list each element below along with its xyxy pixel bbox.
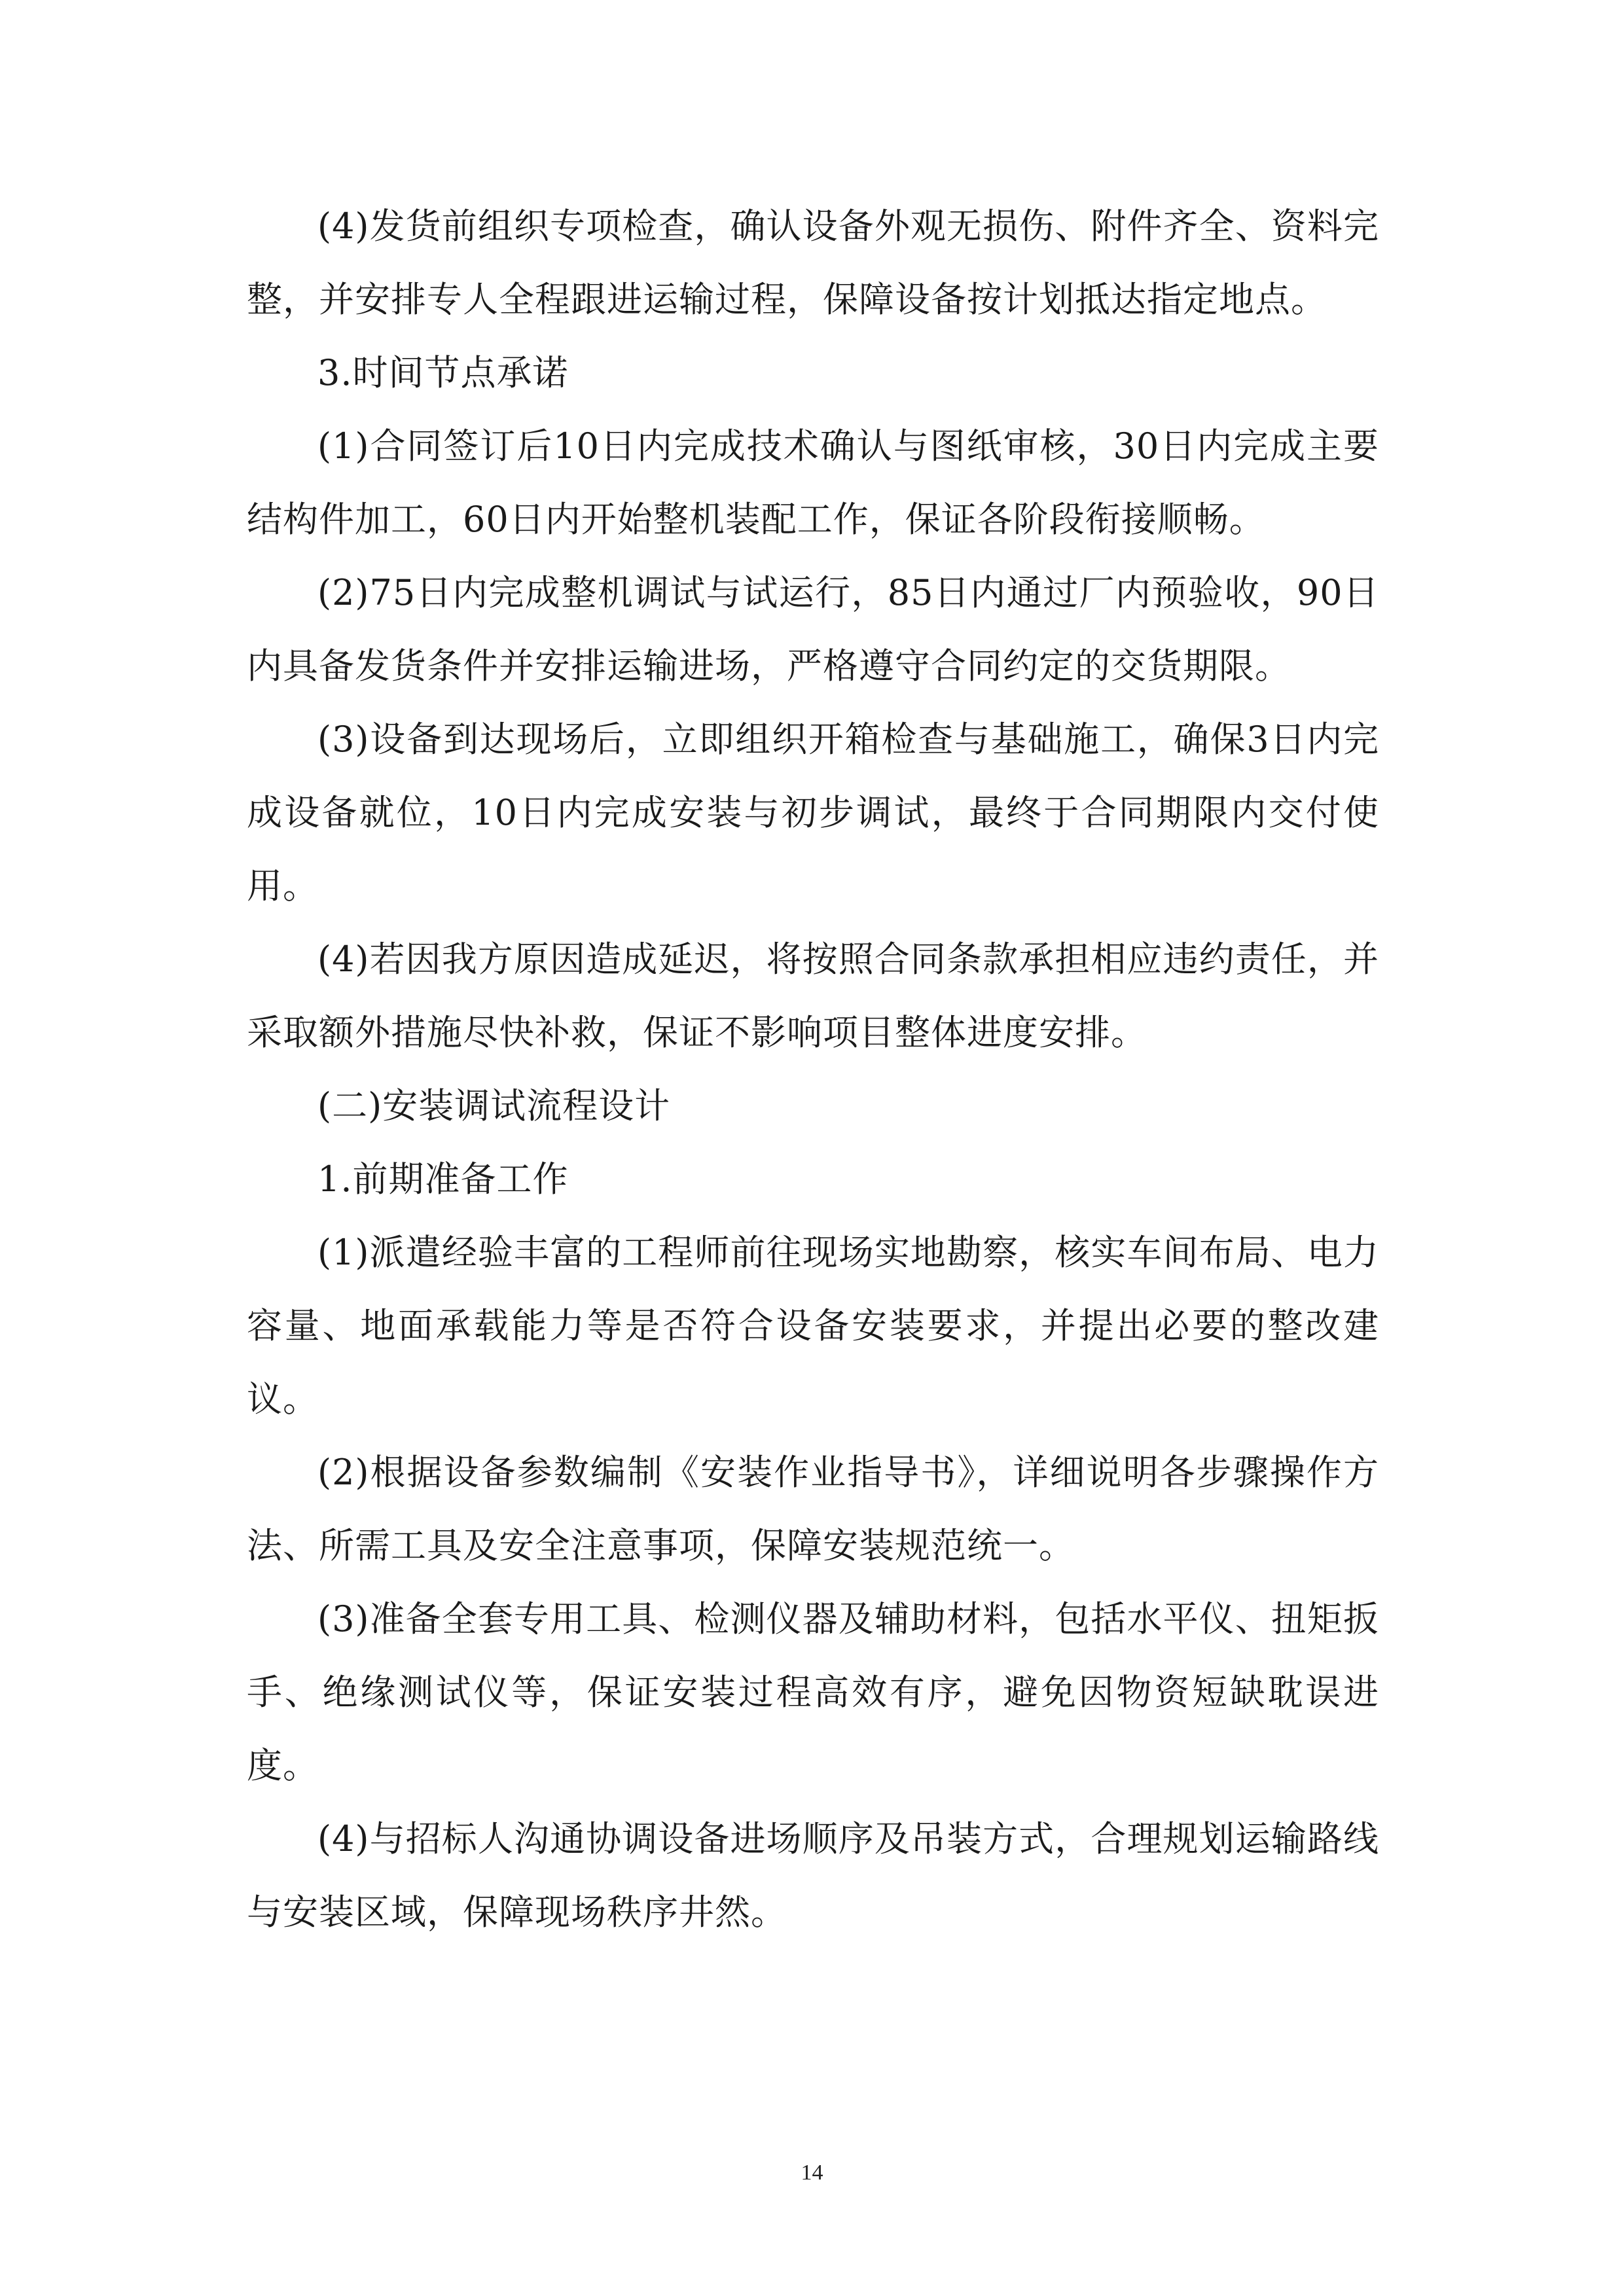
paragraph-prep-4: (4)与招标人沟通协调设备进场顺序及吊装方式，合理规划运输路线与安装区域，保障现场秩序井然。 (247, 1818, 1379, 1933)
paragraph-time-2: (2)75日内完成整机调试与试运行，85日内通过厂内预验收，90日内具备发货条件并安排运输进场，严格遵守合同约定的交货期限。 (247, 572, 1379, 687)
document-body (247, 190, 1379, 1949)
paragraph-prep-3: (3)准备全套专用工具、检测仪器及辅助材料，包括水平仪、扭矩扳手、绝缘测试仪等，保证安装过程高效有序，避免因物资短缺耽误进度。 (247, 1598, 1379, 1786)
paragraph-time-1: (1)合同签订后10日内完成技术确认与图纸审核，30日内完成主要结构件加工，60日内开始整机装配工作，保证各阶段衔接顺畅。 (247, 425, 1379, 540)
paragraph-prep-1: (1)派遣经验丰富的工程师前往现场实地勘察，核实车间布局、电力容量、地面承载能力等是否符合设备安装要求，并提出必要的整改建议。 (247, 1232, 1379, 1420)
page-number: 14 (801, 2161, 823, 2185)
subsection-heading-preparation: 1.前期准备工作 (317, 1158, 569, 1200)
paragraph-prep-2: (2)根据设备参数编制《安装作业指导书》，详细说明各步骤操作方法、所需工具及安全注意事项，保障安装规范统一。 (247, 1452, 1379, 1566)
paragraph-shipping-inspection: (4)发货前组织专项检查，确认设备外观无损伤、附件齐全、资料完整，并安排专人全程跟进运输过程，保障设备按计划抵达指定地点。 (247, 206, 1379, 320)
section-heading-time-commitment: 3.时间节点承诺 (317, 352, 569, 393)
section-heading-installation: (二)安装调试流程设计 (317, 1085, 671, 1126)
paragraph-time-4: (4)若因我方原因造成延迟，将按照合同条款承担相应违约责任，并采取额外措施尽快补救，保证不影响项目整体进度安排。 (247, 939, 1379, 1053)
paragraph-time-3: (3)设备到达现场后，立即组织开箱检查与基础施工，确保3日内完成设备就位，10日内完成安装与初步调试，最终于合同期限内交付使用。 (247, 719, 1379, 906)
